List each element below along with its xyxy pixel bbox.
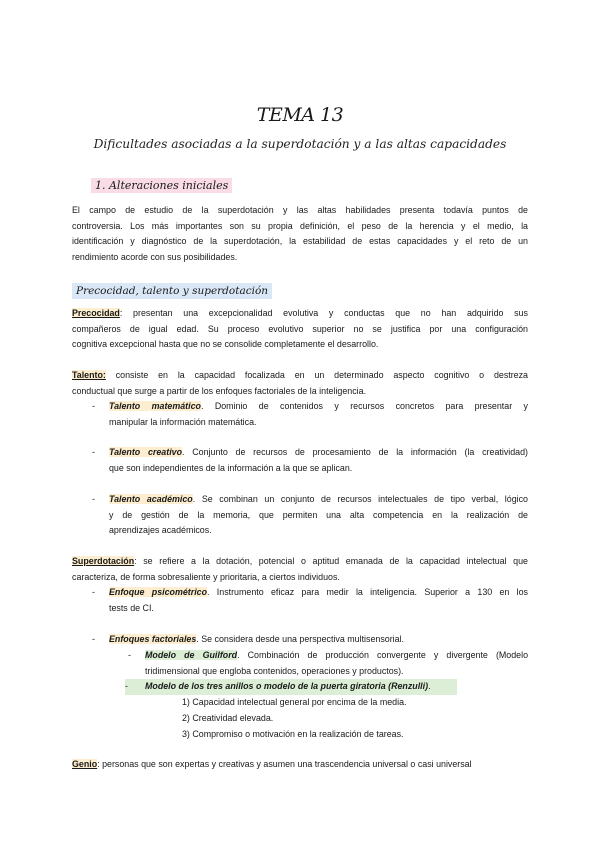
list-bullet: - — [92, 401, 95, 411]
sublist-item-modelo-guilford: Modelo de Guilford. Combinación de producción convergente y divergente (Modelo tridimensional que engloba contenidos, operaciones y productos). — [145, 650, 529, 676]
text-line: caracteriza, de forma sobresaliente y prioritaria, a ciertos individuos. — [72, 571, 340, 582]
document-title: TEMA 13 — [256, 104, 344, 126]
numbered-item-1: 1) Capacidad intelectual general por encima de la media. — [182, 697, 407, 707]
text-line: Talento: consiste en la capacidad focalizada en un determinado aspecto cognitivo o destreza — [72, 370, 528, 380]
text-line: Precocidad: presentan una excepcionalidad evolutiva y conductas que no han adquirido sus — [72, 308, 528, 318]
term-modelo-renzulli: Modelo de los tres anillos o modelo de la puerta giratoria (Renzulli) — [145, 681, 429, 691]
paragraph-alteraciones — [72, 203, 528, 265]
term-talento-creativo: Talento creativo — [109, 447, 183, 457]
term-modelo-guilford: Modelo de Guilford — [145, 650, 238, 660]
term-talento-academico: Talento académico — [109, 494, 193, 504]
term-genio: Genio — [72, 759, 98, 769]
text-line: conductual que surge a partir de los enfoques factoriales de la inteligencia. — [72, 385, 367, 396]
document-subtitle: Dificultades asociadas a la superdotación y a las altas capacidades — [93, 137, 507, 151]
list-bullet: - — [92, 494, 95, 504]
text-line: controversia. Los más importantes son su propia definición, el peso de la herencia y el medio, la — [72, 220, 528, 231]
list-item-enfoques-factoriales: Enfoques factoriales. Se considera desde una perspectiva multisensorial. — [109, 634, 404, 644]
text-line: identificación y diagnóstico de la superdotación, la estabilidad de estas capacidades y el reto de un — [72, 236, 528, 246]
text-line: Genio: personas que son expertas y creativas y asumen una trascendencia universal o casi universal — [72, 759, 472, 769]
list-item-talento-academico: Talento académico. Se combinan un conjunto de recursos intelectuales de tipo verbal, lógico y de gestión de la memoria, que permiten una alta competencia en la realización de aprendizajes académicos. — [109, 494, 528, 535]
sublist-item-modelo-renzulli: - Modelo de los tres anillos o modelo de la puerta giratoria (Renzulli). — [125, 679, 457, 695]
list-item-enfoque-psicometrico: Enfoque psicométrico. Instrumento eficaz para medir la inteligencia. Superior a 130 en los tests de CI. — [109, 587, 528, 613]
list-bullet: - — [92, 587, 95, 597]
term-precocidad: Precocidad — [72, 308, 120, 318]
text-line: El campo de estudio de la superdotación y las altas habilidades presenta todavía puntos de — [72, 205, 528, 215]
term-talento: Talento: — [72, 370, 106, 380]
paragraph-talento — [72, 368, 528, 399]
paragraph-precocidad — [72, 306, 528, 353]
list-bullet: - — [92, 447, 95, 457]
paragraph-genio — [72, 757, 528, 773]
term-superdotacion: Superdotación — [72, 556, 135, 566]
list-item-talento-creativo: Talento creativo. Conjunto de recursos de procesamiento de la información (la creatividad) que son independientes de la información a la que se aplican. — [109, 447, 528, 473]
numbered-item-3: 3) Compromiso o motivación en la realización de tareas. — [182, 729, 404, 739]
paragraph-superdotacion — [72, 554, 528, 585]
term-enfoques-factoriales: Enfoques factoriales — [109, 634, 197, 644]
list-bullet: - — [92, 634, 95, 644]
text-line: Superdotación: se refiere a la dotación, potencial o aptitud emanada de la capacidad intelectual que — [72, 556, 528, 566]
text-line: cognitiva excepcional hasta que no se consolide completamente el desarrollo. — [72, 339, 379, 349]
section-heading-precocidad-talento: Precocidad, talento y superdotación — [72, 283, 272, 299]
text-line: rendimiento acorde con sus posibilidades. — [72, 251, 238, 262]
term-enfoque-psicometrico: Enfoque psicométrico — [109, 587, 208, 597]
list-bullet: - — [128, 650, 131, 660]
list-item-talento-matematico: Talento matemático. Dominio de contenidos y recursos concretos para presentar y manipular la información matemática. — [109, 401, 528, 427]
text-line: compañeros de igual edad. Su proceso evolutivo superior no se justifica por una configuración — [72, 323, 528, 334]
numbered-item-2: 2) Creatividad elevada. — [182, 713, 274, 723]
section-heading-alteraciones: 1. Alteraciones iniciales — [91, 178, 232, 193]
term-talento-matematico: Talento matemático — [109, 401, 201, 411]
